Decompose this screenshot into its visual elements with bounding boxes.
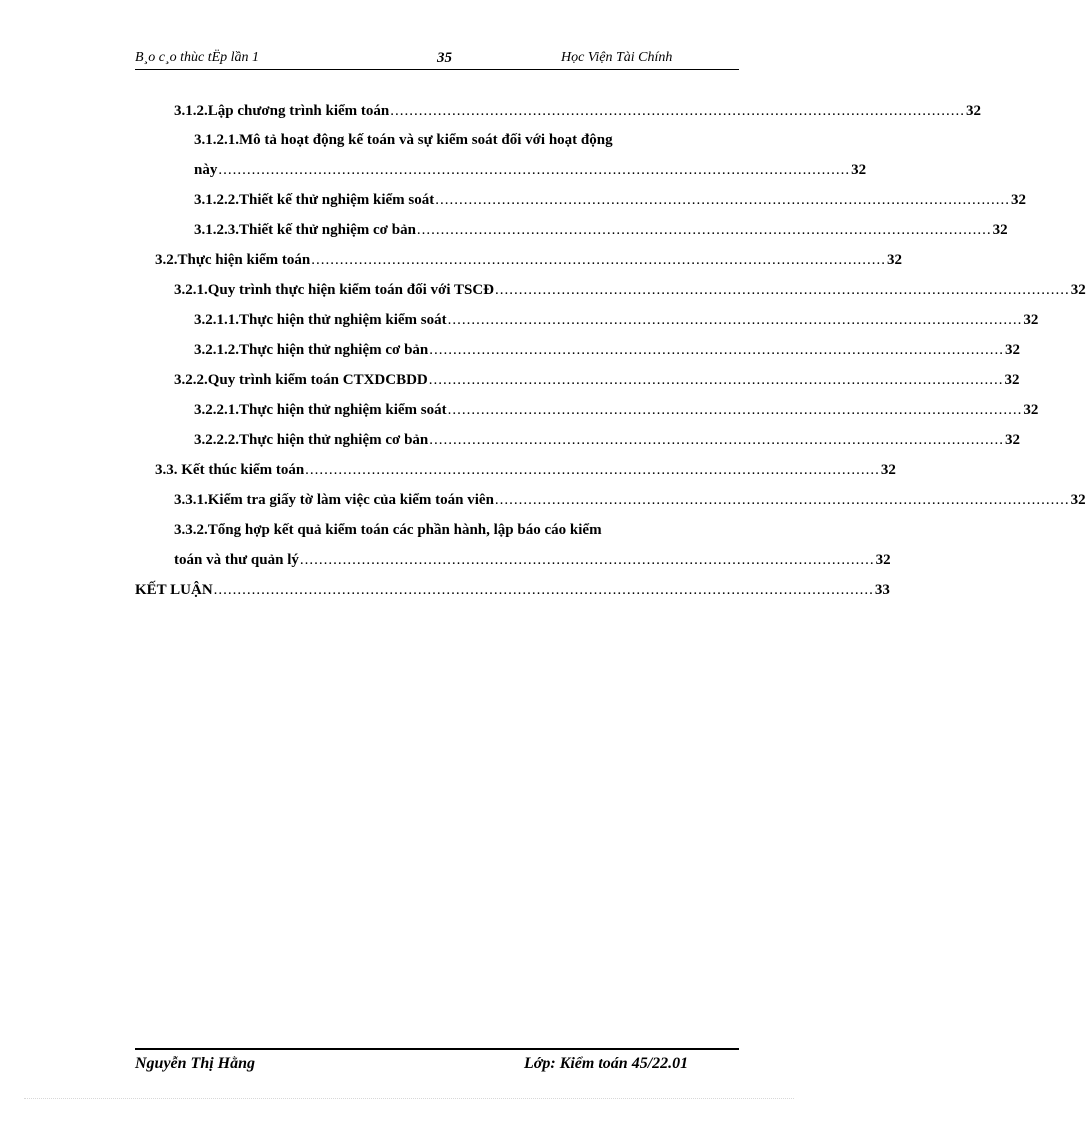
header-page-number: 35 xyxy=(437,50,452,66)
toc-leader: ......................................................................................................................... xyxy=(311,252,887,268)
toc-leader: ......................................................................................................................... xyxy=(435,192,1011,208)
toc-entry-title: 3.2.1.2.Thực hiện thử nghiệm cơ bản xyxy=(194,342,429,358)
toc-entry-title: 3.2.1.1.Thực hiện thử nghiệm kiểm soát xyxy=(194,312,447,328)
toc-entry[interactable] xyxy=(155,249,903,271)
toc-entry-page: 32 xyxy=(1011,192,1027,208)
toc-leader: ......................................................................................................................... xyxy=(428,372,1004,388)
toc-leader: ......................................................................................................................... xyxy=(390,103,966,119)
toc-entry-page: 32 xyxy=(887,252,903,268)
toc-entry[interactable] xyxy=(194,399,1039,421)
toc-entry[interactable] xyxy=(174,549,891,571)
toc-leader: ......................................................................................................................... xyxy=(299,552,875,568)
toc-entry-page: 32 xyxy=(1005,342,1021,358)
toc-entry-page: 32 xyxy=(851,162,867,178)
toc-entry-title: 3.2.2.1.Thực hiện thử nghiệm kiểm soát xyxy=(194,402,447,418)
toc-entry-title-continued: toán và thư quản lý xyxy=(174,552,299,568)
toc-entry-page: 32 xyxy=(1070,282,1086,298)
toc-entry[interactable] xyxy=(194,429,1021,451)
toc-entry-title: 3.1.2.Lập chương trình kiểm toán xyxy=(174,103,390,119)
toc-entry-page: 32 xyxy=(880,462,896,478)
toc-entry[interactable] xyxy=(174,279,1086,301)
toc-entry[interactable] xyxy=(174,489,1086,511)
toc-entry[interactable] xyxy=(194,219,1008,241)
toc-entry-title: 3.1.2.2.Thiết kế thử nghiệm kiểm soát xyxy=(194,192,435,208)
toc-entry-title: 3.3.1.Kiểm tra giấy tờ làm việc của kiểm toán viên xyxy=(174,492,494,508)
toc-entry[interactable] xyxy=(194,339,1021,361)
toc-entry[interactable] xyxy=(194,159,867,181)
toc-entry-title: 3.1.2.3.Thiết kế thử nghiệm cơ bản xyxy=(194,222,416,238)
toc-entry-page: 32 xyxy=(992,222,1008,238)
toc-leader: ......................................................................................................................... xyxy=(447,312,1023,328)
header-report-title: B¸o c¸o thùc tËp lần 1 xyxy=(135,50,260,65)
toc-entry-title: 3.2.1.Quy trình thực hiện kiểm toán đối với TSCĐ xyxy=(174,282,494,298)
toc-leader: ......................................................................................................................... xyxy=(447,402,1023,418)
toc-entry-title: KẾT LUẬN xyxy=(135,582,213,598)
toc-entry[interactable] xyxy=(194,189,1027,211)
toc-entry-page: 33 xyxy=(874,582,890,598)
toc-entry-title: 3.1.2.1.Mô tả hoạt động kế toán và sự kiểm soát đối với hoạt động xyxy=(194,132,613,148)
toc-entry-title-continued: này xyxy=(194,162,218,178)
toc-entry-title: 3.2.Thực hiện kiểm toán xyxy=(155,252,311,268)
toc-entry-wrapped-line[interactable] xyxy=(174,519,602,541)
toc-leader: ..................................................................................................................................... xyxy=(218,162,851,178)
toc-entry[interactable] xyxy=(155,459,896,481)
toc-entry-title: 3.2.2.Quy trình kiểm toán CTXDCBDD xyxy=(174,372,428,388)
header-institution: Học Viện Tài Chính xyxy=(561,50,673,65)
footer-class: Lớp: Kiểm toán 45/22.01 xyxy=(524,1055,689,1072)
toc-entry-page: 32 xyxy=(1023,312,1039,328)
toc-leader: ......................................................................................................................... xyxy=(416,222,992,238)
toc-entry-title: 3.3. Kết thúc kiểm toán xyxy=(155,462,305,478)
toc-leader: ......................................................................................................................... xyxy=(494,492,1070,508)
page-header xyxy=(135,47,739,70)
toc-entry-page: 32 xyxy=(1004,372,1020,388)
toc-entry-page: 32 xyxy=(1005,432,1021,448)
toc-entry-page: 32 xyxy=(966,103,982,119)
toc-leader: ......................................................................................................................... xyxy=(429,342,1005,358)
toc-leader: ......................................................................................................................... xyxy=(305,462,880,478)
toc-entry-page: 32 xyxy=(1023,402,1039,418)
toc-leader: ......................................................................................................................... xyxy=(429,432,1005,448)
toc-entry[interactable] xyxy=(174,369,1020,391)
toc-leader: ........................................................................................................................................... xyxy=(213,582,874,598)
toc-entry-page: 32 xyxy=(1070,492,1086,508)
footer-divider xyxy=(135,1048,739,1050)
page-bottom-edge xyxy=(24,1098,794,1099)
toc-entry[interactable] xyxy=(174,100,982,122)
toc-entry-title: 3.3.2.Tổng hợp kết quả kiểm toán các phần hành, lập báo cáo kiểm xyxy=(174,522,602,538)
toc-entry-wrapped-line[interactable] xyxy=(194,129,613,151)
toc-entry[interactable] xyxy=(135,579,890,601)
toc-entry-title: 3.2.2.2.Thực hiện thử nghiệm cơ bản xyxy=(194,432,429,448)
toc-entry[interactable] xyxy=(194,309,1039,331)
toc-leader: ......................................................................................................................... xyxy=(495,282,1070,298)
footer-author: Nguyễn Thị Hằng xyxy=(135,1055,256,1072)
toc-entry-page: 32 xyxy=(875,552,891,568)
